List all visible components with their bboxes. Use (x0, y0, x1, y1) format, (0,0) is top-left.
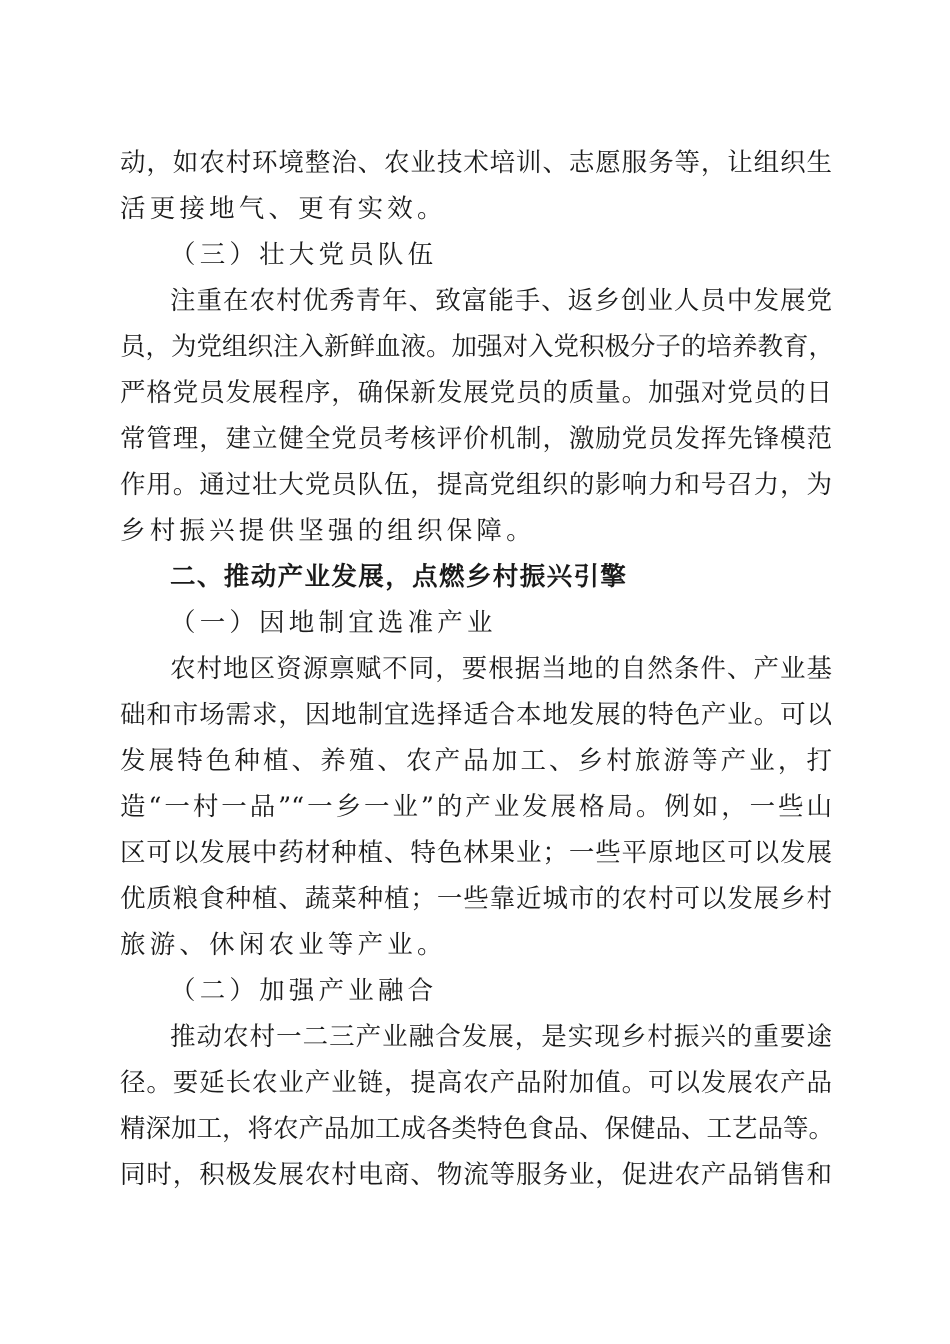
heading-text: 二、推动产业发展，点燃乡村振兴引擎 (170, 562, 628, 592)
paragraph-line (0, 830, 950, 876)
paragraph-line (0, 324, 950, 370)
section-subheading (0, 600, 950, 646)
line-text: 同时，积极发展农村电商、物流等服务业，促进农产品销售和 (120, 1160, 832, 1190)
line-text: 础和市场需求，因地制宜选择适合本地发展的特色产业。可以 (120, 700, 832, 730)
paragraph-line (0, 738, 950, 784)
line-text: 推动农村一二三产业融合发展，是实现乡村振兴的重要途 (170, 1022, 832, 1052)
paragraph-line (0, 462, 950, 508)
paragraph-line (0, 140, 950, 186)
line-text: 乡村振兴提供坚强的组织保障。 (120, 516, 536, 546)
section-heading (0, 554, 950, 600)
line-text: 作用。通过壮大党员队伍，提高党组织的影响力和号召力，为 (120, 470, 832, 500)
paragraph-line (0, 1014, 950, 1060)
paragraph-line (0, 1060, 950, 1106)
paragraph-line (0, 416, 950, 462)
line-text: 常管理，建立健全党员考核评价机制，激励党员发挥先锋模范 (120, 424, 832, 454)
paragraph-line (0, 1106, 950, 1152)
line-text: 农村地区资源禀赋不同，要根据当地的自然条件、产业基 (170, 654, 832, 684)
section-subheading (0, 232, 950, 278)
line-text: 优质粮食种植、蔬菜种植；一些靠近城市的农村可以发展乡村 (120, 884, 832, 914)
line-text: 造“一村一品”“一乡一业”的产业发展格局。例如，一些山 (120, 792, 832, 822)
paragraph-line (0, 508, 950, 554)
section-subheading (0, 968, 950, 1014)
line-text: 动，如农村环境整治、农业技术培训、志愿服务等，让组织生 (120, 148, 832, 178)
subheading-text: （三）壮大党员队伍 (170, 240, 438, 270)
line-text: 精深加工，将农产品加工成各类特色食品、保健品、工艺品等。 (120, 1114, 835, 1144)
paragraph-line (0, 646, 950, 692)
paragraph-line (0, 876, 950, 922)
line-text: 严格党员发展程序，确保新发展党员的质量。加强对党员的日 (120, 378, 832, 408)
paragraph-line (0, 186, 950, 232)
paragraph-line (0, 370, 950, 416)
paragraph-line (0, 278, 950, 324)
line-text: 员，为党组织注入新鲜血液。加强对入党积极分子的培养教育， (120, 332, 835, 362)
paragraph-line (0, 1152, 950, 1198)
line-text: 径。要延长农业产业链，提高农产品附加值。可以发展农产品 (120, 1068, 832, 1098)
line-text: 发展特色种植、养殖、农产品加工、乡村旅游等产业，打 (120, 746, 832, 776)
paragraph-line (0, 784, 950, 830)
paragraph-line (0, 692, 950, 738)
line-text: 注重在农村优秀青年、致富能手、返乡创业人员中发展党 (170, 286, 832, 316)
line-text: 区可以发展中药材种植、特色林果业；一些平原地区可以发展 (120, 838, 832, 868)
line-text: 旅游、休闲农业等产业。 (120, 930, 447, 960)
line-text: 活更接地气、更有实效。 (120, 194, 447, 224)
subheading-text: （一）因地制宜选准产业 (170, 608, 497, 638)
subheading-text: （二）加强产业融合 (170, 976, 438, 1006)
paragraph-line (0, 922, 950, 968)
